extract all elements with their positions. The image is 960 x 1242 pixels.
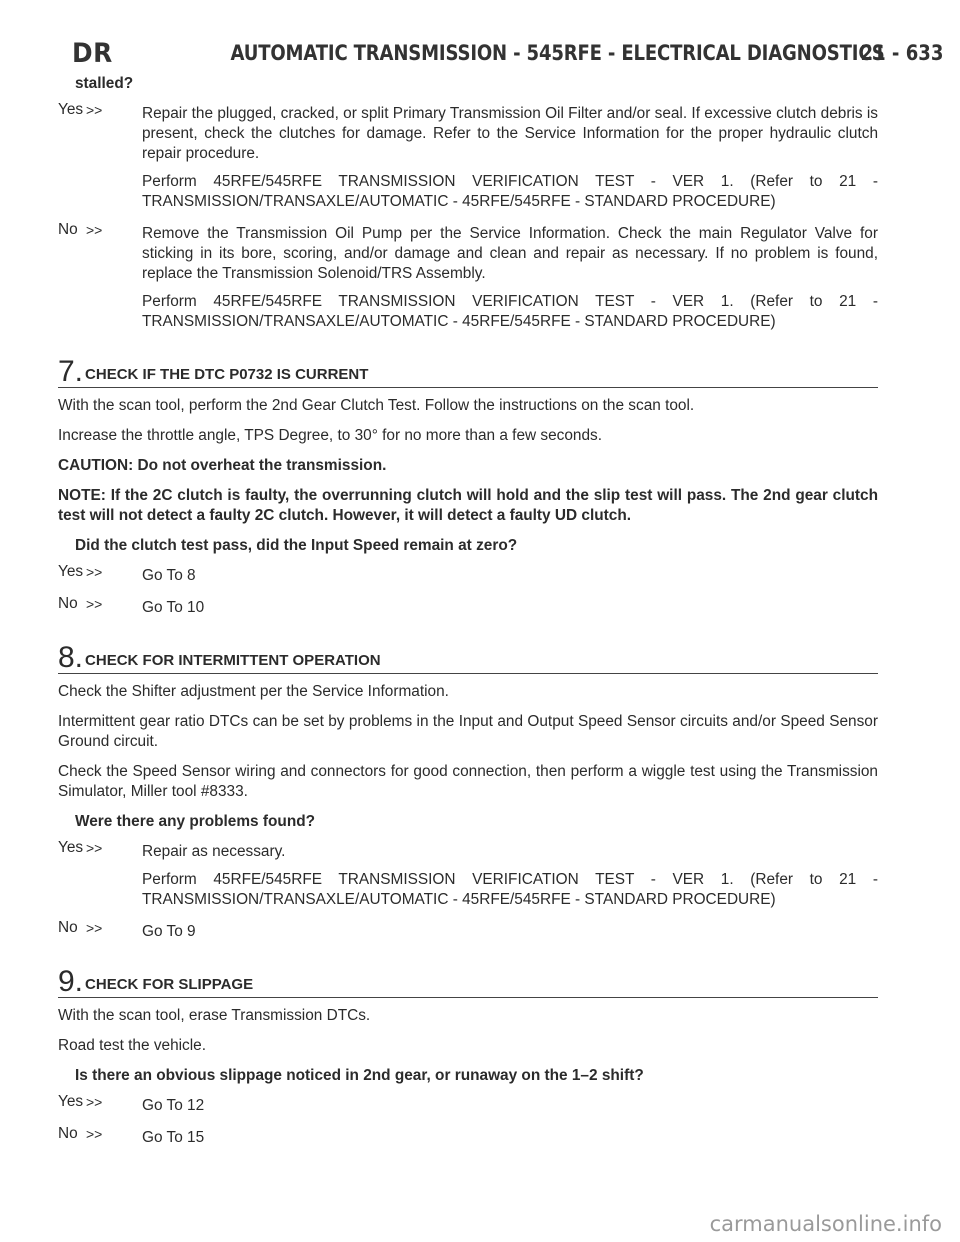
answer-text: Go To 8 <box>142 567 196 584</box>
answer-no <box>58 595 878 626</box>
step-title: CHECK FOR INTERMITTENT OPERATION <box>85 652 381 669</box>
answer-text: Go To 12 <box>142 1097 205 1114</box>
step-title: CHECK IF THE DTC P0732 IS CURRENT <box>85 366 369 383</box>
answer-label-no: No <box>58 221 78 238</box>
step-7-heading <box>58 355 878 388</box>
step-question: Is there an obvious slippage noticed in 2nd gear, or runaway on the 1–2 shift? <box>75 1067 644 1084</box>
step-number: 8. <box>58 641 84 674</box>
answer-arrow: >> <box>86 596 103 612</box>
answer-label-no: No <box>58 1125 78 1142</box>
answer-label-no: No <box>58 919 78 936</box>
answer-arrow: >> <box>86 1126 103 1142</box>
step-title: CHECK FOR SLIPPAGE <box>85 976 254 993</box>
header-model-code: DR <box>72 37 113 69</box>
page-content <box>58 74 878 1160</box>
watermark-link[interactable]: carmanualsonline.info <box>709 1212 942 1236</box>
answer-arrow: >> <box>86 840 103 856</box>
answer-arrow: >> <box>86 222 103 238</box>
answer-label-no: No <box>58 595 78 612</box>
answer-no <box>58 221 878 340</box>
page-header <box>72 36 944 70</box>
answer-arrow: >> <box>86 564 103 580</box>
answer-arrow: >> <box>86 1094 103 1110</box>
paragraph: With the scan tool, erase Transmission DTCs. <box>58 1007 371 1024</box>
answer-yes <box>58 839 878 918</box>
paragraph: Road test the vehicle. <box>58 1037 207 1054</box>
step-question: Did the clutch test pass, did the Input Speed remain at zero? <box>75 537 518 554</box>
step-number: 9. <box>58 965 84 998</box>
header-page-number: 21 - 633 <box>860 41 944 65</box>
paragraph: With the scan tool, perform the 2nd Gear Clutch Test. Follow the instructions on the scan tool. <box>58 397 695 414</box>
paragraph: Check the Speed Sensor wiring and connectors for good connection, then perform a wiggle test using the Transmission Simulator, Miller tool #8333. <box>58 763 878 800</box>
answer-arrow: >> <box>86 102 103 118</box>
paragraph: Check the Shifter adjustment per the Service Information. <box>58 683 449 700</box>
answer-text: Go To 10 <box>142 599 205 616</box>
answer-text: Repair as necessary. <box>142 843 286 860</box>
answer-no <box>58 919 878 950</box>
answer-text: Remove the Transmission Oil Pump per the Service Information. Check the main Regulator Valve for sticking in its bore, scoring, and/or damage and clean and repair as necessary. If no problem is found, replace the Transmission Solenoid/TRS Assembly. <box>142 225 878 282</box>
step-9-heading <box>58 965 878 998</box>
header-section-title: AUTOMATIC TRANSMISSION - 545RFE - ELECTRICAL DIAGNOSTICS <box>230 41 885 65</box>
answer-arrow: >> <box>86 920 103 936</box>
answer-label-yes: Yes <box>58 101 84 118</box>
answer-text: Go To 15 <box>142 1129 205 1146</box>
answer-text: Perform 45RFE/545RFE TRANSMISSION VERIFICATION TEST - VER 1. (Refer to 21 - TRANSMISSION/TRANSAXLE/AUTOMATIC - 45RFE/545RFE - STANDARD PROCEDURE) <box>142 293 878 330</box>
answer-label-yes: Yes <box>58 1093 84 1110</box>
answer-text: Repair the plugged, cracked, or split Primary Transmission Oil Filter and/or seal. If excessive clutch debris is present, check the clutches for damage. Refer to the Service Information for the proper hydraulic clutch repair procedure. <box>142 105 878 162</box>
paragraph: Increase the throttle angle, TPS Degree, to 30° for no more than a few seconds. <box>58 427 603 444</box>
answer-text: Go To 9 <box>142 923 196 940</box>
note-text: NOTE: If the 2C clutch is faulty, the overrunning clutch will hold and the slip test will pass. The 2nd gear clutch test will not detect a faulty 2C clutch. However, it will detect a faulty UD clutch. <box>58 487 878 524</box>
answer-text: Perform 45RFE/545RFE TRANSMISSION VERIFICATION TEST - VER 1. (Refer to 21 - TRANSMISSION/TRANSAXLE/AUTOMATIC - 45RFE/545RFE - STANDARD PROCEDURE) <box>142 173 878 210</box>
step-question: Were there any problems found? <box>75 813 316 830</box>
answer-yes <box>58 1093 878 1124</box>
answer-yes <box>58 563 878 594</box>
paragraph: Intermittent gear ratio DTCs can be set by problems in the Input and Output Speed Sensor circuits and/or Speed Sensor Ground circuit. <box>58 713 878 750</box>
answer-label-yes: Yes <box>58 563 84 580</box>
answer-label-yes: Yes <box>58 839 84 856</box>
step-number: 7. <box>58 355 84 388</box>
answer-no <box>58 1125 878 1156</box>
answer-yes <box>58 101 878 220</box>
caution-text: CAUTION: Do not overheat the transmission. <box>58 457 387 474</box>
question-tail: stalled? <box>75 75 134 92</box>
answer-text: Perform 45RFE/545RFE TRANSMISSION VERIFICATION TEST - VER 1. (Refer to 21 - TRANSMISSION/TRANSAXLE/AUTOMATIC - 45RFE/545RFE - STANDARD PROCEDURE) <box>142 871 878 908</box>
step-8-heading <box>58 641 878 674</box>
